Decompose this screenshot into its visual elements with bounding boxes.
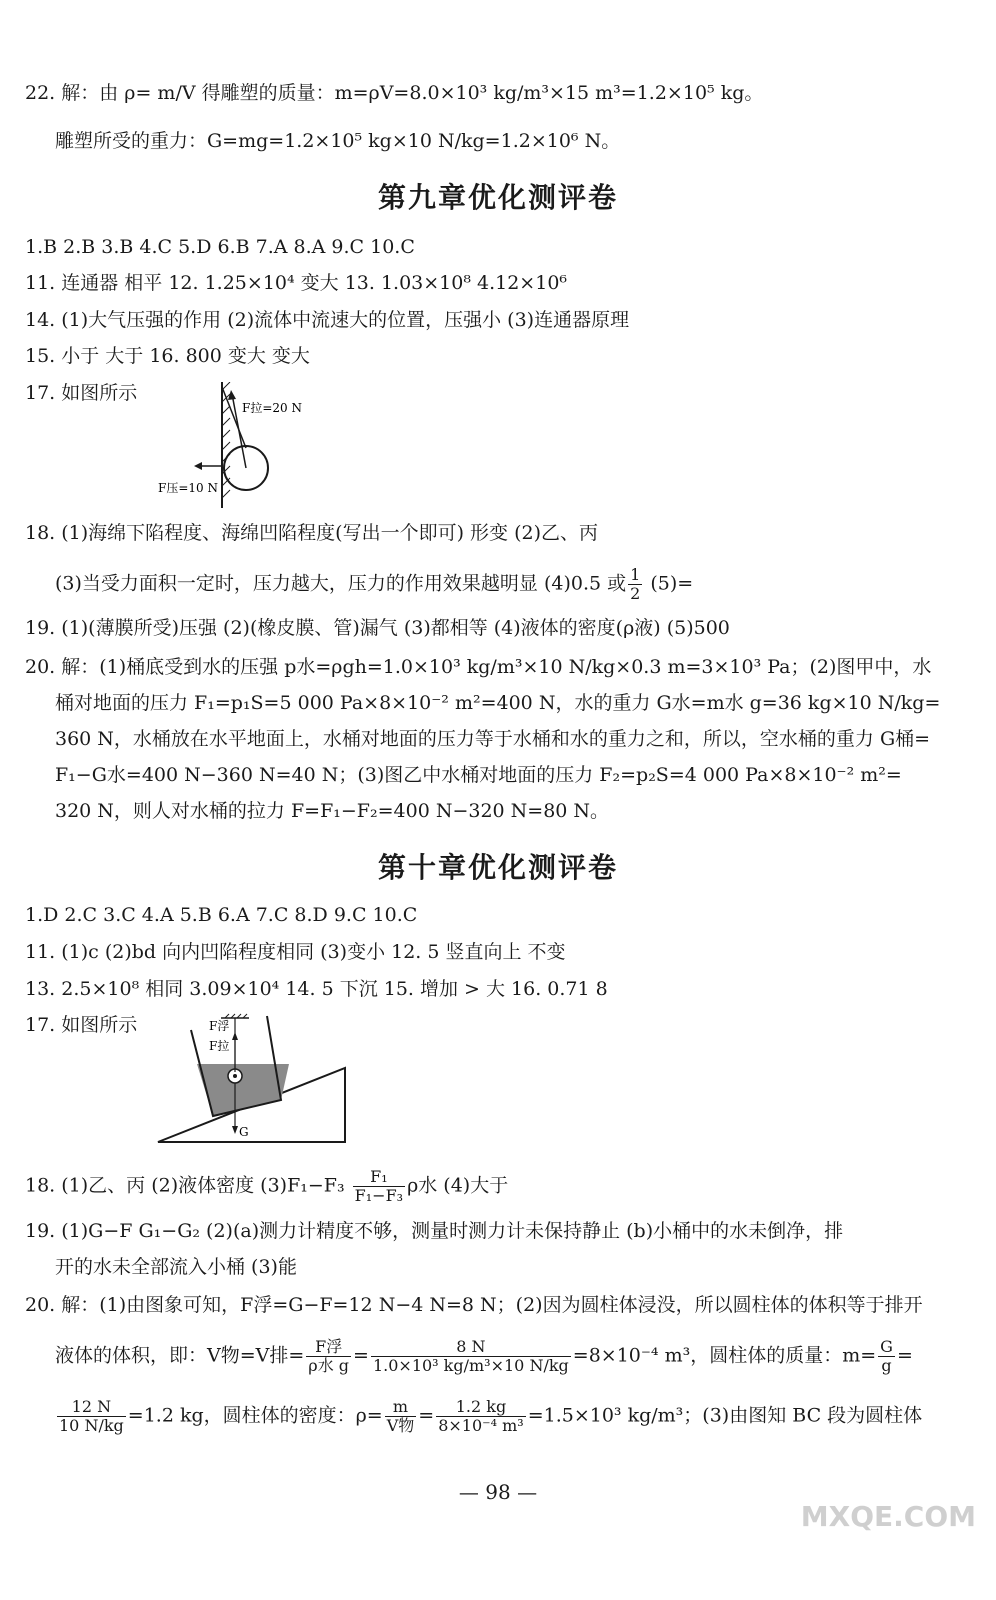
ch10-line-4: 17. 如图所示 [25, 1014, 138, 1036]
chapter-9-title: 第九章优化测评卷 [377, 181, 618, 214]
label-f-pull: F拉=20 N [242, 401, 302, 415]
ch10-line-2: 11. (1)c (2)bd 向内凹陷程度相同 (3)变小 12. 5 竖直向上 不变 [25, 941, 566, 963]
ch9-line-1: 1.B 2.B 3.B 4.C 5.D 6.B 7.A 8.A 9.C 10.C [25, 236, 415, 258]
ch10-line-8: 20. 解：(1)由图象可知，F浮=G−F=12 N−4 N=8 N；(2)因为圆柱体浸没，所以圆柱体的体积等于排开 [25, 1294, 923, 1316]
fraction-one-half: $\frac{1}{2}$ [630, 565, 641, 603]
ch9-line-6: 18. (1)海绵下陷程度、海绵凹陷程度(写出一个即可) 形变 (2)乙、丙 [25, 522, 598, 544]
ch9-line-7: (3)当受力面积一定时，压力越大，压力的作用效果越明显 (4)0.5 或 $\frac{1}{2}$ (5)= [55, 565, 694, 603]
ch9-line-8: 19. (1)(薄膜所受)压强 (2)(橡皮膜、管)漏气 (3)都相等 (4)液体的密度(ρ液) (5)500 [25, 617, 730, 639]
wall [222, 382, 230, 508]
fraction-fbuoy-rho-g: $\frac{\text{F浮}}{\text{ρ水 g}}$ [308, 1337, 350, 1375]
ch9-line-12: F₁−G水=400 N−360 N=40 N；(3)图乙中水桶对地面的压力 F₂=p₂S=4 000 Pa×8×10⁻² m²= [55, 764, 902, 786]
ch10-line-1: 1.D 2.C 3.C 4.A 5.B 6.A 7.C 8.D 9.C 10.C [25, 904, 418, 926]
ch10-line-5: 18. (1)乙、丙 (2)液体密度 (3)F₁−F₃ $\frac{\text{F₁}}{\text{F₁−F₃}}$ ρ水 (4)大于 [25, 1167, 509, 1205]
ch9-line-4: 15. 小于 大于 16. 800 变大 变大 [25, 345, 310, 367]
q22-line-2: 雕塑所受的重力：G=mg=1.2×10⁵ kg×10 N/kg=1.2×10⁶ N。 [55, 130, 621, 152]
ch10-line-10: $\frac{12 N}{10 N/kg}$ =1.2 kg，圆柱体的密度：ρ= $\frac{m}{\text{V物}}$ = $\frac{1.2 kg}{\text{8×10⁻⁴ m³}}$ =1.5×10³ kg/m³；(3)由图知 BC 段为圆柱体 [59, 1397, 923, 1435]
q22-line-1: 22. 解：由 ρ= m/V 得雕塑的质量：m=ρV=8.0×10³ kg/m³×15 m³=1.2×10⁵ kg。 [25, 82, 764, 104]
fraction-8n: $\frac{8 N}{\text{1.0×10³ kg/m³×10 N/kg}}$ [372, 1337, 569, 1375]
label-g: G [239, 1125, 249, 1139]
ch10-force-diagram [155, 1012, 355, 1147]
ch9-line-2: 11. 连通器 相平 12. 1.25×10⁴ 变大 13. 1.03×10⁸ 4.12×10⁶ [25, 272, 568, 294]
fraction-density: $\frac{\text{F₁}}{\text{F₁−F₃}}$ [354, 1167, 404, 1205]
ch10-line-3: 13. 2.5×10⁸ 相同 3.09×10⁴ 14. 5 下沉 15. 增加 > 大 16. 0.71 8 [25, 978, 608, 1000]
ch10-line-9: 液体的体积，即：V物=V排= $\frac{\text{F浮}}{\text{ρ水 g}}$ = $\frac{8 N}{\text{1.0×10³ kg/m³×10 N/kg}}$ =8×10⁻⁴ m³，圆柱体的质量：m= $\frac{G}{g}$ = [55, 1337, 913, 1375]
ch10-line-6: 19. (1)G−F G₁−G₂ (2)(a)测力计精度不够，测量时测力计未保持静止 (b)小桶中的水未倒净，排 [25, 1220, 844, 1242]
watermark: MXQE.COM [800, 1500, 976, 1533]
ch9-line-9: 20. 解：(1)桶底受到水的压强 p水=ρgh=1.0×10³ kg/m³×10 N/kg×0.3 m=3×10³ Pa；(2)图甲中，水 [25, 656, 932, 678]
ch9-line-10: 桶对地面的压力 F₁=p₁S=5 000 Pa×8×10⁻² m²=400 N，水的重力 G水=m水 g=36 kg×10 N/kg= [55, 692, 941, 714]
fraction-12n: $\frac{12 N}{10 N/kg}$ [59, 1397, 124, 1435]
page-number: — 98 — [458, 1480, 538, 1504]
label-f-press: F压=10 N [158, 481, 218, 495]
ch10-line-7: 开的水未全部流入小桶 (3)能 [55, 1256, 297, 1278]
chapter-10-title: 第十章优化测评卷 [377, 851, 618, 884]
fraction-1-2kg: $\frac{1.2 kg}{\text{8×10⁻⁴ m³}}$ [438, 1397, 524, 1435]
label-f-pull: F拉 [209, 1039, 230, 1053]
ch9-line-13: 320 N，则人对水桶的拉力 F=F₁−F₂=400 N−320 N=80 N。 [55, 800, 610, 822]
ch9-force-diagram [150, 382, 310, 512]
ch9-line-5: 17. 如图所示 [25, 382, 138, 404]
fraction-g-over-g: $\frac{G}{g}$ [880, 1337, 893, 1375]
label-f-buoy: F浮 [209, 1019, 230, 1033]
fraction-m-over-v: $\frac{m}{\text{V物}}$ [386, 1397, 415, 1435]
ch9-line-3: 14. (1)大气压强的作用 (2)流体中流速大的位置，压强小 (3)连通器原理 [25, 309, 630, 331]
ch9-line-11: 360 N，水桶放在水平地面上，水桶对地面的压力等于水桶和水的重力之和，所以，空水桶的重力 G桶= [55, 728, 931, 750]
